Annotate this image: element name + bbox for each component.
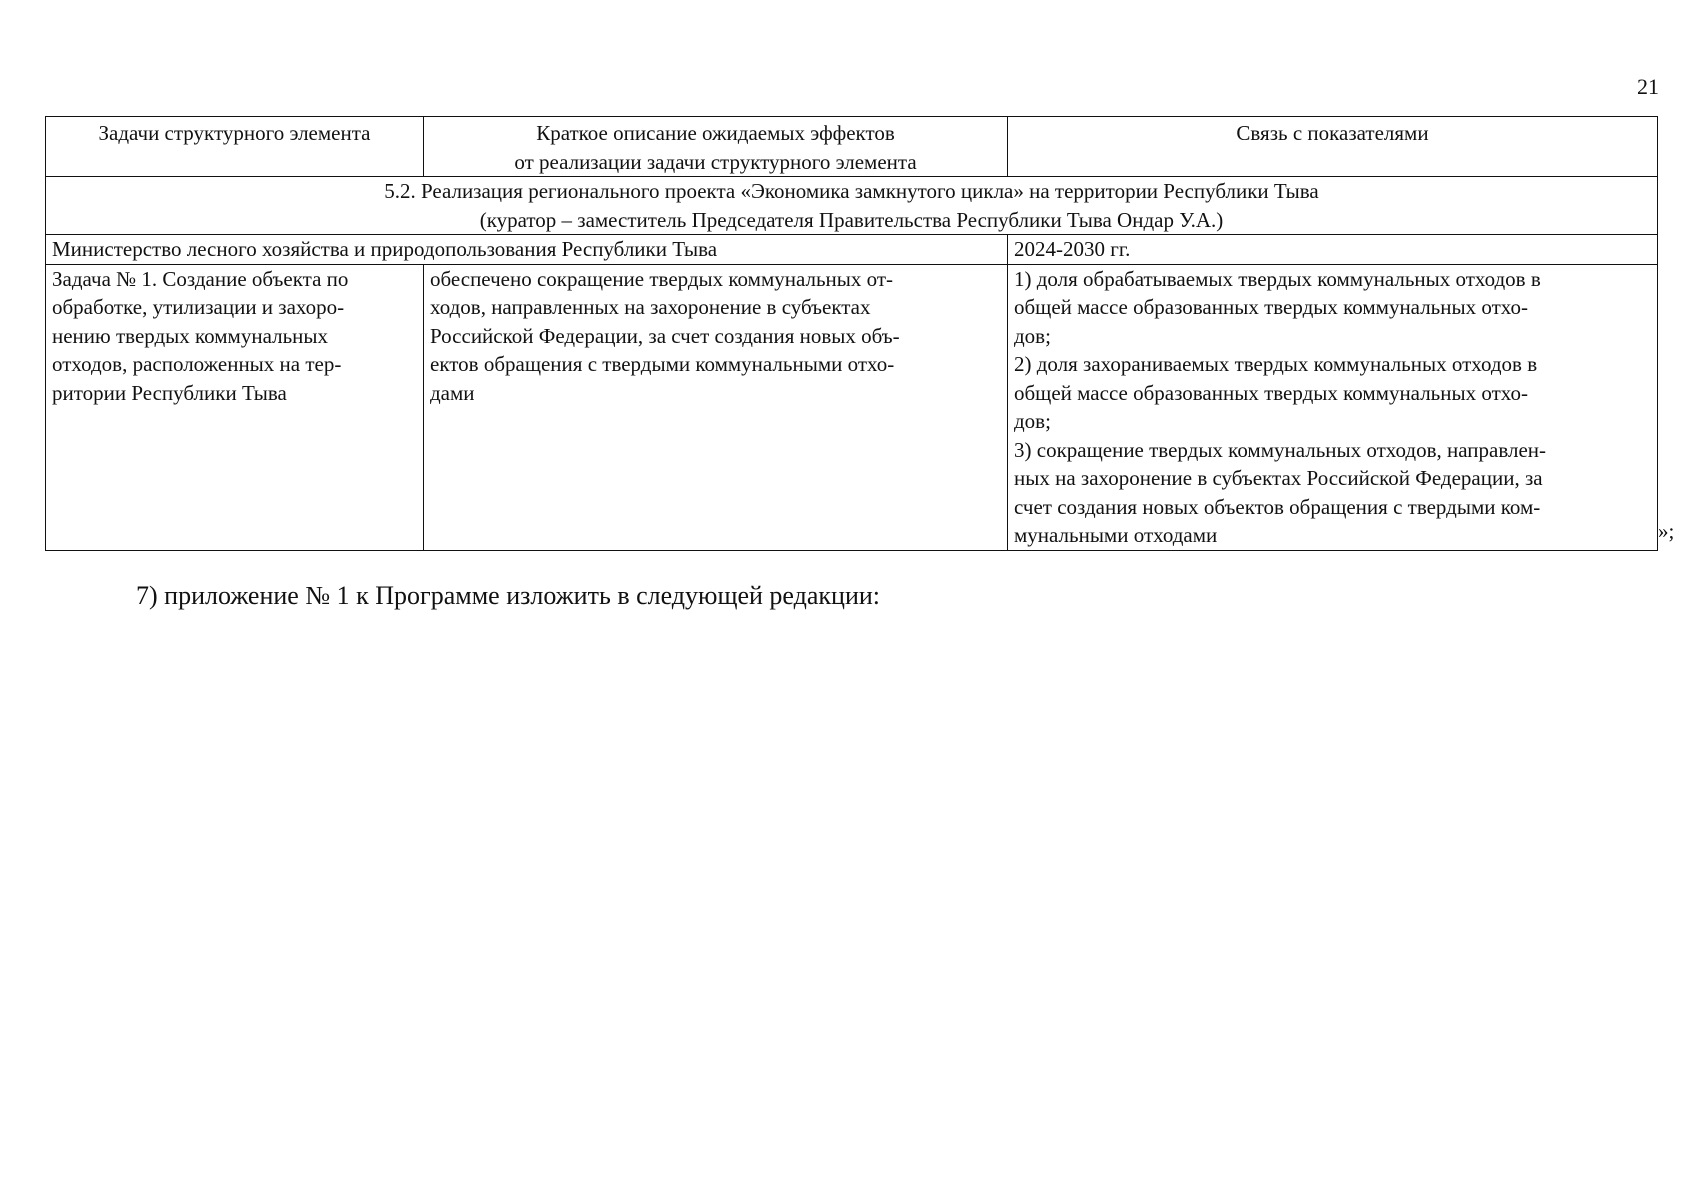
responsible-row: [46, 235, 1658, 265]
task-line: отходов, расположенных на тер-: [52, 352, 342, 376]
amendment-paragraph: 7) приложение № 1 к Программе изложить в следующей редакции:: [136, 581, 880, 610]
indicator-line: общей массе образованных твердых коммунальных отхо-: [1014, 295, 1528, 319]
indicators-table: [45, 116, 1658, 551]
indicator-line: 1) доля обрабатываемых твердых коммунальных отходов в: [1014, 266, 1541, 291]
responsible-period: [1008, 235, 1658, 265]
task-line: Задача № 1. Создание объекта по: [52, 266, 349, 291]
effect-line: Российской Федерации, за счет создания новых объ-: [430, 323, 900, 348]
effect-line: обеспечено сокращение твердых коммунальных от-: [430, 266, 894, 291]
responsible-period-text: 2024-2030 гг.: [1014, 237, 1131, 261]
task-line: нению твердых коммунальных: [52, 323, 328, 348]
section-row: [46, 177, 1658, 235]
responsible-org: [46, 235, 1008, 265]
indicator-line: дов;: [1014, 409, 1051, 433]
section-title: [46, 177, 1658, 235]
closing-quote-mark: »;: [1658, 519, 1675, 543]
header-indicators-text: Связь с показателями: [1236, 121, 1429, 145]
header-effects-line: от реализации задачи структурного элемента: [514, 149, 917, 174]
header-effects: [424, 117, 1008, 177]
section-title-line: 5.2. Реализация регионального проекта «Экономика замкнутого цикла» на территории Республики Тыва: [384, 179, 1319, 203]
indicator-line: 3) сокращение твердых коммунальных отходов, направлен-: [1014, 437, 1547, 462]
responsible-org-text: Министерство лесного хозяйства и природопользования Республики Тыва: [52, 237, 718, 261]
header-tasks: [46, 117, 424, 177]
table-header-row: [46, 117, 1658, 177]
effect-line: ектов обращения с твердыми коммунальными отхо-: [430, 352, 895, 376]
indicator-line: мунальными отходами: [1014, 523, 1218, 547]
indicator-line: дов;: [1014, 323, 1051, 348]
page-number: 21: [1637, 74, 1659, 99]
table-row: [46, 264, 1658, 550]
effect-line: дами: [430, 380, 475, 405]
indicator-line: 2) доля захораниваемых твердых коммунальных отходов в: [1014, 352, 1538, 376]
indicator-line: общей массе образованных твердых коммунальных отхо-: [1014, 380, 1528, 405]
indicator-line: счет создания новых объектов обращения с твердыми ком-: [1014, 494, 1541, 519]
task-line: ритории Республики Тыва: [52, 380, 287, 405]
section-curator-line: (куратор – заместитель Председателя Правительства Республики Тыва Ондар У.А.): [479, 207, 1224, 232]
task-cell: [46, 264, 424, 550]
header-tasks-text: Задачи структурного элемента: [98, 121, 371, 145]
header-effects-line: Краткое описание ожидаемых эффектов: [536, 121, 895, 145]
indicator-line: ных на захоронение в субъектах Российской Федерации, за: [1014, 466, 1543, 490]
effect-cell: [424, 264, 1008, 550]
indicator-cell: [1008, 264, 1658, 550]
effect-line: ходов, направленных на захоронение в субъектах: [430, 295, 871, 319]
header-indicators: [1008, 117, 1658, 177]
task-line: обработке, утилизации и захоро-: [52, 295, 345, 319]
